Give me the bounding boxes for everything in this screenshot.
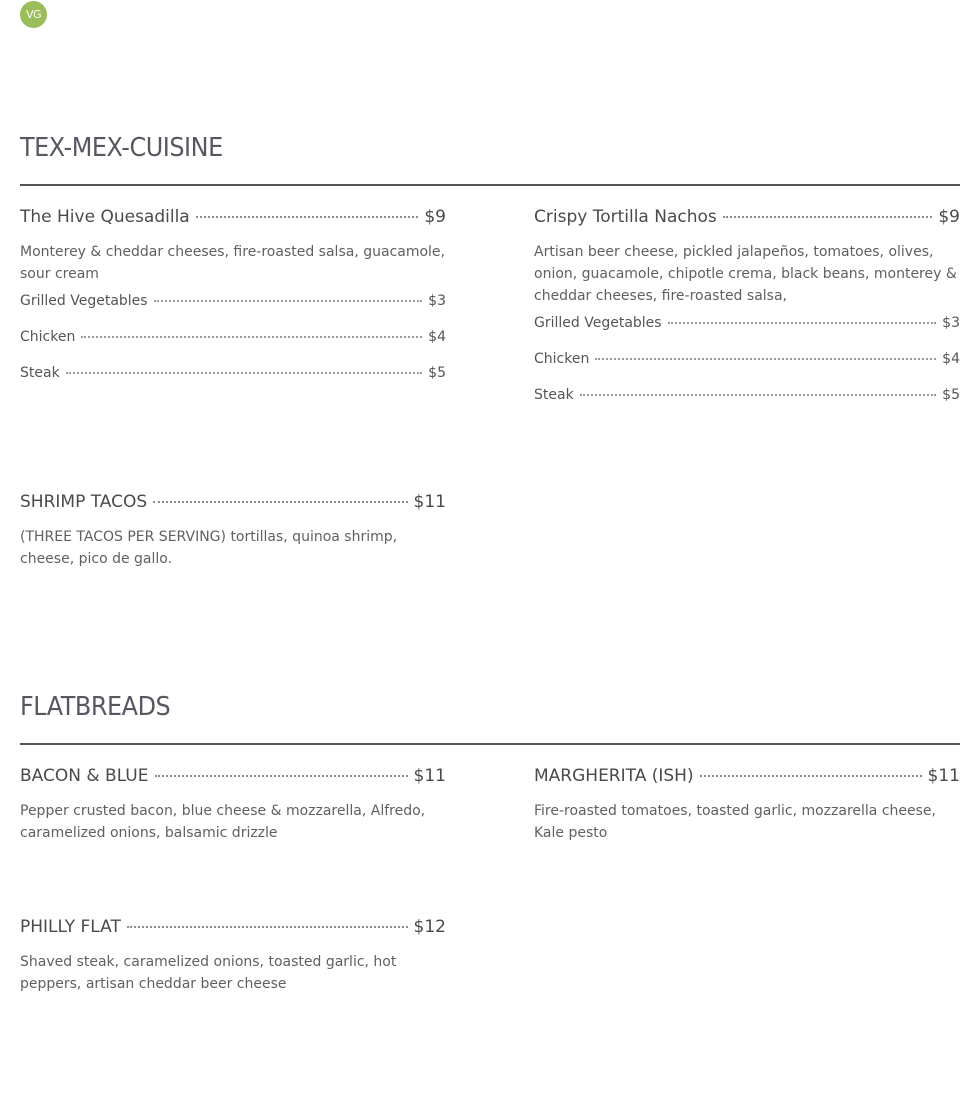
- addon-list: [534, 315, 960, 423]
- addon-name: Steak: [534, 387, 574, 403]
- menu-item-quesadilla: [20, 207, 446, 401]
- dot-leader: [580, 394, 936, 396]
- item-price: $11: [413, 492, 446, 512]
- addon-row: [534, 315, 960, 351]
- item-price: $12: [413, 917, 446, 937]
- addon-price: $3: [428, 293, 446, 309]
- item-description: (THREE TACOS PER SERVING) tortillas, quinoa shrimp, cheese, pico de gallo.: [20, 529, 398, 567]
- addon-price: $4: [942, 351, 960, 367]
- item-price: $11: [413, 766, 446, 786]
- addon-price: $3: [942, 315, 960, 331]
- addon-name: Grilled Vegetables: [20, 293, 148, 309]
- addon-name: Chicken: [20, 329, 76, 345]
- addon-price: $5: [428, 365, 446, 381]
- item-price: $11: [927, 766, 960, 786]
- addon-price: $4: [428, 329, 446, 345]
- item-description: Monterey & cheddar cheeses, fire-roasted salsa, guacamole, sour cream: [20, 244, 445, 282]
- menu-item-margherita: [534, 766, 960, 844]
- dot-leader: [595, 358, 936, 360]
- item-name: Crispy Tortilla Nachos: [534, 207, 717, 227]
- menu-item-nachos: [534, 207, 960, 423]
- dot-leader: [700, 775, 922, 777]
- dot-leader: [668, 322, 937, 324]
- menu-item-shrimp-tacos: [20, 492, 446, 570]
- menu-item-philly-flat: [20, 917, 446, 995]
- item-name: The Hive Quesadilla: [20, 207, 190, 227]
- item-name: BACON & BLUE: [20, 766, 149, 786]
- dot-leader: [81, 336, 422, 338]
- addon-row: [20, 365, 446, 401]
- addon-row: [20, 293, 446, 329]
- item-description: Pepper crusted bacon, blue cheese & mozzarella, Alfredo, caramelized onions, balsamic drizzle: [20, 803, 426, 841]
- addon-name: Grilled Vegetables: [534, 315, 662, 331]
- item-name: PHILLY FLAT: [20, 917, 121, 937]
- dot-leader: [66, 372, 422, 374]
- section-title-flatbreads: FLATBREADS: [20, 692, 171, 722]
- item-price: $9: [424, 207, 446, 227]
- menu-item-bacon-blue: [20, 766, 446, 844]
- addon-price: $5: [942, 387, 960, 403]
- section-divider: [20, 184, 960, 186]
- addon-row: [20, 329, 446, 365]
- item-name: SHRIMP TACOS: [20, 492, 148, 512]
- dot-leader: [127, 926, 408, 928]
- dot-leader: [196, 216, 419, 218]
- addon-row: [534, 351, 960, 387]
- item-description: Shaved steak, caramelized onions, toasted garlic, hot peppers, artisan cheddar beer cheese: [20, 954, 397, 992]
- item-description: Artisan beer cheese, pickled jalapeños, tomatoes, olives, onion, guacamole, chipotle crema, black beans, monterey & cheddar cheeses, fire-roasted salsa,: [534, 244, 957, 304]
- dot-leader: [155, 775, 408, 777]
- addon-name: Chicken: [534, 351, 590, 367]
- item-price: $9: [938, 207, 960, 227]
- dot-leader: [154, 300, 423, 302]
- addon-name: Steak: [20, 365, 60, 381]
- item-description: Fire-roasted tomatoes, toasted garlic, mozzarella cheese, Kale pesto: [534, 803, 936, 841]
- addon-row: [534, 387, 960, 423]
- dot-leader: [723, 216, 933, 218]
- dot-leader: [153, 501, 407, 503]
- section-title-tex-mex: TEX-MEX-CUISINE: [20, 133, 223, 163]
- addon-list: [20, 293, 446, 401]
- item-name: MARGHERITA (ISH): [534, 766, 694, 786]
- section-divider: [20, 743, 960, 745]
- vegetarian-badge: VG: [20, 1, 47, 28]
